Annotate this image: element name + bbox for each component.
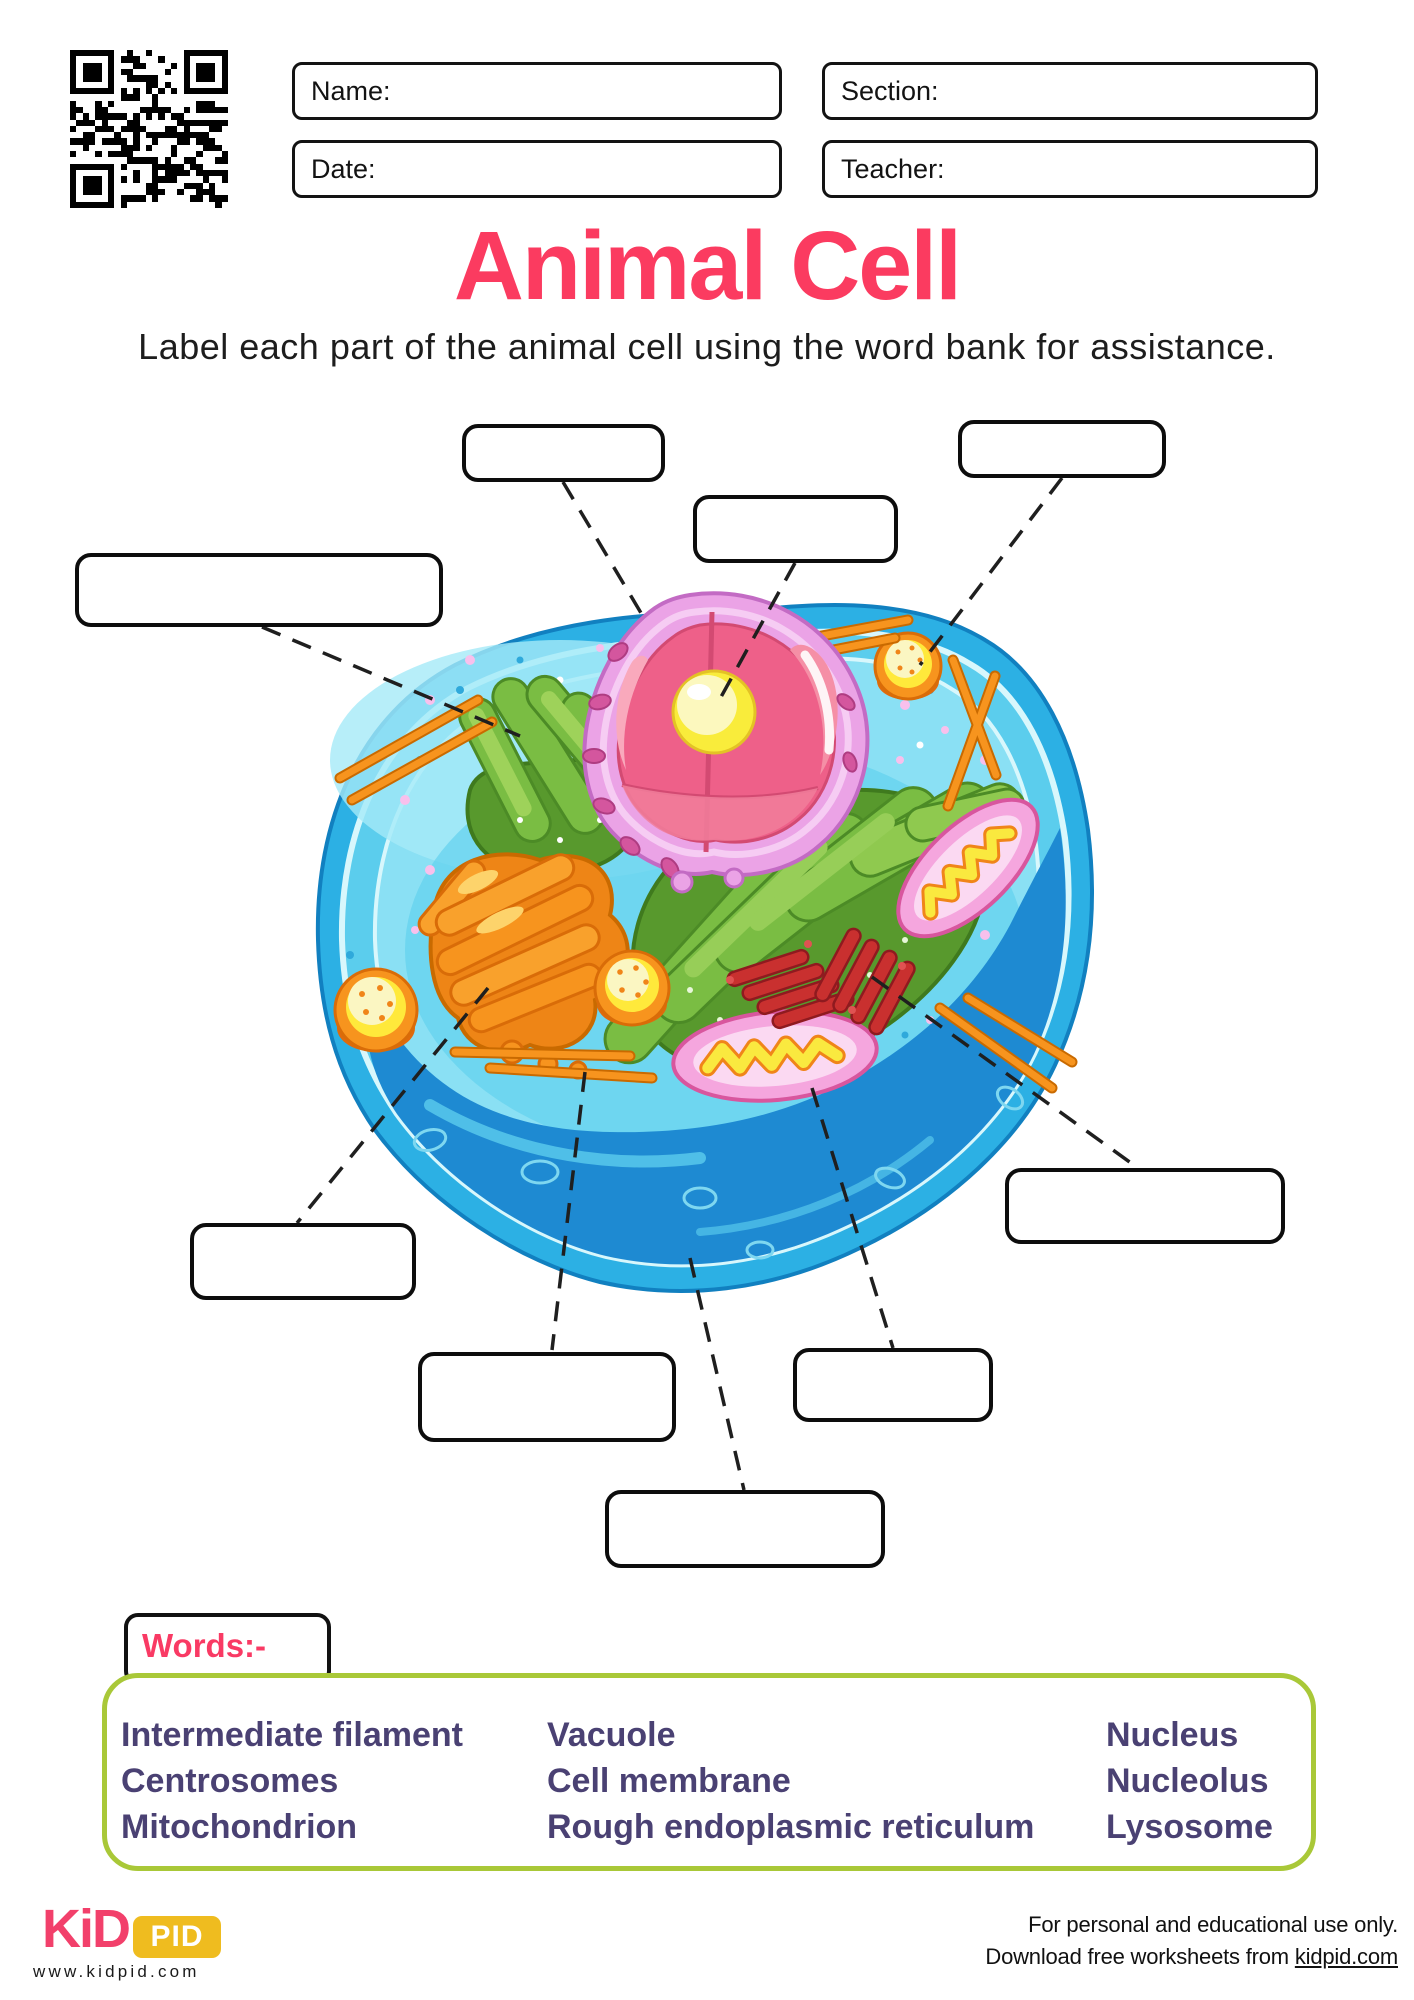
label-box-endoplasmic-reticulum[interactable] bbox=[75, 553, 443, 627]
label-box-intermediate-filament[interactable] bbox=[418, 1352, 676, 1442]
download-note-text: Download free worksheets from bbox=[985, 1944, 1295, 1969]
name-field-label: Name: bbox=[311, 75, 391, 106]
page-title: Animal Cell bbox=[453, 211, 961, 320]
label-box-centrosomes[interactable] bbox=[1005, 1168, 1285, 1244]
instructions-text: Label each part of the animal cell using the word bank for assistance. bbox=[138, 326, 1276, 367]
word-item: Lysosome bbox=[1106, 1808, 1273, 1846]
label-box-mitochondrion[interactable] bbox=[793, 1348, 993, 1422]
vacuole-sphere-left bbox=[335, 969, 417, 1052]
download-note bbox=[985, 1944, 1398, 1970]
label-box-lysosome[interactable] bbox=[958, 420, 1166, 478]
kidpid-logo-kid: KiD bbox=[42, 1899, 129, 1959]
word-bank-column-1 bbox=[121, 1712, 463, 1850]
nucleolus bbox=[673, 671, 755, 753]
website-url: www.kidpid.com bbox=[33, 1962, 200, 1981]
label-box-vacuole[interactable] bbox=[190, 1223, 416, 1300]
word-item: Nucleus bbox=[1106, 1716, 1239, 1754]
kidpid-link[interactable]: kidpid.com bbox=[1294, 1944, 1398, 1969]
word-bank-heading: Words:- bbox=[142, 1627, 267, 1664]
teacher-field-label: Teacher: bbox=[841, 153, 945, 184]
word-item: Nucleolus bbox=[1106, 1762, 1269, 1800]
kidpid-logo-pid-badge: PID bbox=[133, 1916, 221, 1958]
word-bank-column-3 bbox=[1106, 1712, 1273, 1850]
word-item: Mitochondrion bbox=[121, 1808, 358, 1846]
lysosome-sphere-center bbox=[595, 951, 669, 1026]
word-item: Rough endoplasmic reticulum bbox=[547, 1808, 1035, 1846]
date-field-label: Date: bbox=[311, 153, 376, 184]
word-item: Cell membrane bbox=[547, 1762, 791, 1800]
label-box-cell-membrane[interactable] bbox=[605, 1490, 885, 1568]
usage-note: For personal and educational use only. bbox=[1028, 1912, 1398, 1937]
label-box-nucleolus[interactable] bbox=[693, 495, 898, 563]
label-box-nucleus[interactable] bbox=[462, 424, 665, 482]
section-field-label: Section: bbox=[841, 75, 939, 106]
word-bank-column-2 bbox=[547, 1712, 1034, 1850]
word-item: Intermediate filament bbox=[121, 1716, 463, 1754]
word-item: Centrosomes bbox=[121, 1762, 339, 1800]
word-item: Vacuole bbox=[547, 1716, 676, 1754]
